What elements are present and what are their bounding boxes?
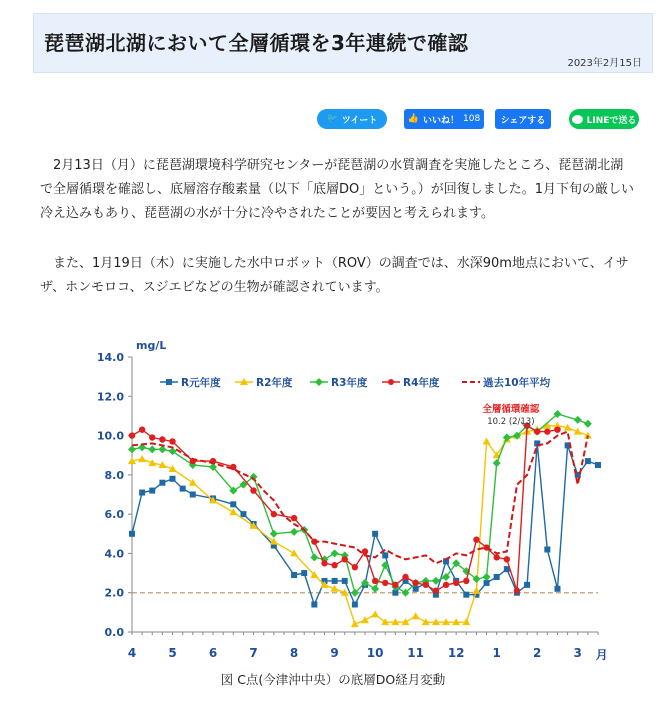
- x-tick-label: 11: [407, 646, 425, 660]
- x-tick-label: 8: [289, 646, 299, 660]
- data-point: [291, 572, 297, 578]
- data-point: [443, 582, 449, 588]
- twitter-bird-icon: 🐦: [326, 114, 338, 124]
- data-point: [503, 434, 511, 442]
- data-point: [483, 437, 491, 444]
- do-chart-svg: [90, 335, 610, 695]
- page-title: 琵琶湖北湖において全層循環を3年連続で確認: [44, 31, 469, 55]
- data-point: [382, 552, 388, 558]
- y-tick-label: 12.0: [96, 390, 124, 404]
- x-tick-label: 5: [168, 646, 177, 660]
- facebook-share-button[interactable]: [495, 109, 551, 129]
- y-tick-label: 14.0: [96, 351, 124, 364]
- article-paragraph-1: 2月13日（月）に琵琶湖環境科学研究センターが琵琶湖の水質調査を実施したところ、琵琶湖北湖で全層循環を確認し、底層溶存酸素量（以下「底層DO」という。）が回復しました。1月下旬の厳しい冷え込みもあり、琵琶湖の水が十分に冷やされたことが要因と考えられます。: [40, 158, 635, 221]
- tweet-button[interactable]: [317, 109, 387, 129]
- data-point: [310, 553, 318, 561]
- data-point: [189, 479, 197, 486]
- data-point: [331, 549, 339, 557]
- data-point: [158, 445, 166, 453]
- data-point: [472, 587, 480, 594]
- data-point: [190, 492, 196, 498]
- data-point: [129, 432, 135, 438]
- data-point: [463, 592, 469, 598]
- data-point: [362, 548, 368, 554]
- data-point: [412, 580, 418, 586]
- line-icon: [572, 115, 583, 124]
- y-tick-label: 0.0: [104, 626, 124, 639]
- data-point: [371, 585, 379, 593]
- data-point: [291, 515, 297, 521]
- x-tick-label: 1: [492, 646, 501, 660]
- line-label: LINEで送る: [586, 115, 637, 126]
- data-point: [250, 487, 256, 493]
- data-point: [544, 428, 550, 434]
- data-point: [270, 530, 278, 538]
- data-point: [574, 416, 582, 424]
- data-point: [342, 556, 348, 562]
- data-point: [332, 578, 338, 584]
- share-label: シェアする: [500, 115, 546, 126]
- data-point: [534, 428, 540, 434]
- data-point: [382, 580, 388, 586]
- data-point: [230, 501, 236, 507]
- data-point: [331, 562, 337, 568]
- data-point: [170, 476, 176, 482]
- y-tick-label: 2.0: [104, 586, 124, 600]
- x-tick-label: 4: [127, 646, 137, 660]
- y-tick-label: 4.0: [104, 547, 124, 561]
- data-point: [595, 462, 601, 468]
- data-point: [453, 580, 459, 586]
- data-point: [301, 570, 307, 576]
- series-line: [132, 414, 588, 593]
- data-point: [412, 612, 420, 619]
- y-axis-label: mg/L: [136, 339, 167, 352]
- x-tick-label: 9: [330, 646, 339, 660]
- legend-label: 過去10年平均: [483, 377, 551, 389]
- legend-marker: [388, 379, 394, 385]
- data-point: [402, 574, 408, 580]
- legend-marker: [315, 378, 323, 386]
- x-tick-label: 3: [573, 646, 582, 660]
- legend-label: R4年度: [403, 377, 440, 389]
- data-point: [371, 610, 379, 617]
- data-point: [139, 426, 145, 432]
- data-point: [463, 578, 469, 584]
- data-point: [493, 554, 499, 560]
- x-axis-label: 月: [595, 648, 608, 662]
- data-point: [372, 578, 378, 584]
- like-label: いいね！: [423, 115, 460, 126]
- data-point: [483, 573, 491, 581]
- data-point: [311, 602, 317, 608]
- data-point: [392, 582, 398, 588]
- y-tick-label: 10.0: [96, 429, 124, 443]
- data-point: [149, 488, 155, 494]
- data-point: [494, 574, 500, 580]
- legend-label: R3年度: [331, 377, 368, 389]
- annotation-value: 10.2 (2/13): [487, 417, 535, 427]
- thumbs-up-icon: 👍: [407, 114, 419, 124]
- line-send-button[interactable]: [569, 109, 639, 129]
- figure-caption: 図 C点(今津沖中央）の底層DO経月変動: [220, 672, 446, 687]
- data-point: [493, 459, 501, 467]
- x-tick-label: 7: [249, 646, 258, 660]
- annotation-title: 全層循環確認: [482, 404, 540, 415]
- legend-label: R元年度: [181, 377, 221, 389]
- legend-label: R2年度: [256, 377, 293, 389]
- publish-date: 2023年2月15日: [567, 58, 642, 69]
- data-point: [504, 556, 510, 562]
- data-point: [321, 560, 327, 566]
- data-point: [514, 588, 520, 594]
- data-point: [169, 438, 175, 444]
- x-tick-label: 2: [533, 646, 542, 660]
- data-point: [342, 578, 348, 584]
- x-tick-label: 10: [366, 646, 384, 660]
- data-point: [554, 426, 560, 432]
- data-point: [180, 486, 186, 492]
- data-point: [139, 490, 145, 496]
- data-point: [361, 616, 369, 623]
- data-point: [554, 586, 560, 592]
- data-point: [423, 582, 429, 588]
- data-point: [290, 528, 298, 536]
- data-point: [473, 536, 479, 542]
- data-point: [372, 531, 378, 537]
- data-point: [240, 511, 246, 517]
- y-tick-label: 6.0: [104, 508, 124, 522]
- data-point: [352, 602, 358, 608]
- data-point: [271, 511, 277, 517]
- facebook-like-button[interactable]: [404, 109, 484, 129]
- data-point: [229, 508, 237, 515]
- data-point: [129, 531, 135, 537]
- do-chart: [90, 335, 610, 695]
- data-point: [128, 445, 136, 453]
- data-point: [544, 547, 550, 553]
- data-point: [149, 434, 155, 440]
- data-point: [159, 436, 165, 442]
- x-tick-label: 12: [447, 646, 465, 660]
- article-header: [33, 13, 653, 73]
- data-point: [159, 480, 165, 486]
- data-point: [585, 458, 591, 464]
- x-tick-label: 6: [208, 646, 218, 660]
- legend-marker: [166, 379, 172, 385]
- data-point: [148, 445, 156, 453]
- article-paragraph-2: また、1月19日（木）に実施した水中ロボット（ROV）の調査では、水深90m地点において、イサザ、ホンモロコ、スジエビなどの生物が確認されています。: [40, 256, 629, 295]
- like-count: 108: [463, 114, 481, 124]
- data-point: [584, 420, 592, 428]
- data-point: [290, 549, 298, 556]
- tweet-label: ツイート: [341, 115, 378, 126]
- y-tick-label: 8.0: [104, 468, 124, 482]
- data-point: [352, 564, 358, 570]
- data-point: [524, 582, 530, 588]
- data-point: [433, 588, 439, 594]
- data-point: [138, 455, 146, 462]
